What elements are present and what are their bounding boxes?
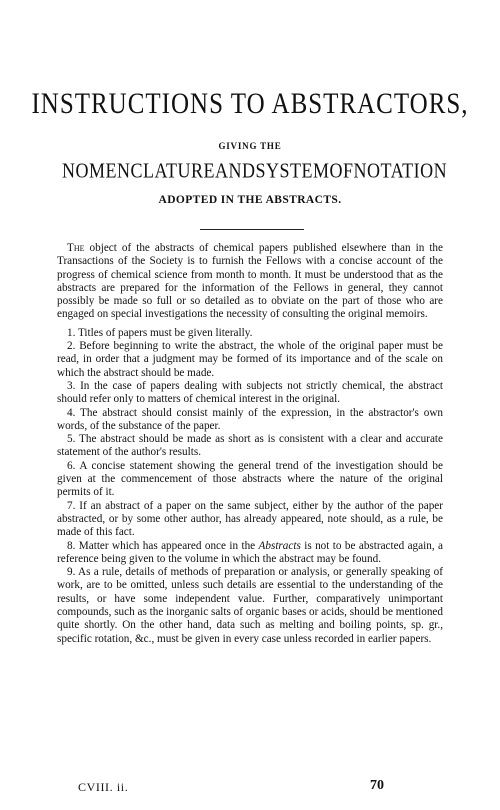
page-number: 70 bbox=[370, 778, 384, 793]
instruction-item-5: 5. The abstract should be made as short as is consistent with a clear and accurate statement of the author's results. bbox=[57, 433, 443, 459]
adopted-heading: ADOPTED IN THE ABSTRACTS. bbox=[158, 194, 342, 206]
body-text bbox=[57, 242, 443, 646]
giving-the-line: GIVING THE bbox=[218, 141, 282, 151]
instruction-item-4: 4. The abstract should consist mainly of the expression, in the abstractor's own words, of the substance of the paper. bbox=[57, 406, 443, 432]
intro-paragraph bbox=[57, 242, 443, 322]
subtitle-word: SYSTEM bbox=[255, 159, 330, 182]
item-8-text-rest: is not to be abstracted again, a reference being given to the volume in which the abstract may be found. bbox=[57, 539, 443, 565]
abstracts-italic: Abstracts bbox=[258, 539, 301, 552]
subtitle-word: OF bbox=[329, 159, 354, 182]
instruction-item-2: 2. Before beginning to write the abstract, the whole of the original paper must be read, in order that a judgment may be formed of its importance and of the scale on which the abstract should be made. bbox=[57, 340, 443, 379]
subtitle-word: NOMENCLATURE bbox=[62, 159, 215, 182]
instruction-item-8 bbox=[57, 540, 443, 567]
instruction-item-7: 7. If an abstract of a paper on the same subject, either by the author of the paper abstracted, or by some other author, has already appeared, note should, as a rule, be made of this fact. bbox=[57, 499, 443, 539]
instruction-item-1: 1. Titles of papers must be given literally. bbox=[67, 326, 253, 339]
subtitle bbox=[62, 159, 448, 183]
subtitle-word: NOTATION bbox=[353, 159, 448, 182]
page-title: INSTRUCTIONS TO ABSTRACTORS, bbox=[31, 88, 469, 121]
intro-text: object of the abstracts of chemical papers published elsewhere than in the Transactions of the Society is to furnish the Fellows with a concise account of the progress of chemical science from month to month. It must be understood that as the abstracts are prepared for the information of the Fellows in general, they cannot possibly be made so full or so detailed as to obviate on the part of those who are engaged on special investigations the necessity of consulting the original memoirs. bbox=[57, 242, 443, 321]
signature-mark: CVIII. ii. bbox=[78, 780, 129, 794]
instruction-item-3: 3. In the case of papers dealing with subjects not strictly chemical, the abstract should refer only to matters of chemical interest in the original. bbox=[57, 379, 443, 406]
item-8-text: 8. Matter which has appeared once in the bbox=[67, 539, 259, 552]
instruction-item-9: 9. As a rule, details of methods of preparation or analysis, or generally speaking of work, are to be omitted, unless such details are essential to the understanding of the results, or have some independent value. Further, comparatively unimportant compounds, such as the inorganic salts of organic bases or acids, should be mentioned quite shortly. On the other hand, data such as melting and boiling points, sp. gr., specific rotation, &c., must be given in every case unless recorded in earlier papers. bbox=[57, 566, 443, 645]
section-divider bbox=[200, 229, 304, 230]
subtitle-word: AND bbox=[215, 159, 256, 182]
intro-lead-word: The bbox=[67, 242, 85, 254]
instruction-item-6: 6. A concise statement showing the general trend of the investigation should be given at the commencement of those abstracts where the nature of the original permits of it. bbox=[57, 459, 443, 499]
